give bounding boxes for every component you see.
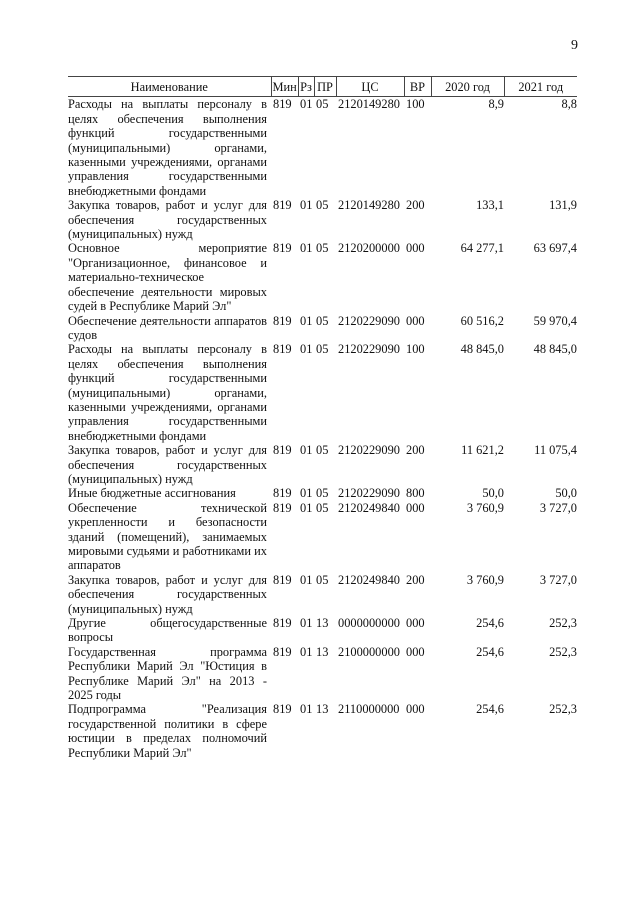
row-2021: 3 727,0 <box>539 500 577 515</box>
row-2021: 63 697,4 <box>533 241 577 256</box>
row-vr: 000 <box>406 616 425 631</box>
row-min: 819 <box>273 198 292 213</box>
header-min: Мин <box>271 77 298 97</box>
row-2021: 48 845,0 <box>533 342 577 357</box>
table-row <box>68 645 577 703</box>
row-2021: 131,9 <box>549 198 577 213</box>
row-rz: 01 <box>300 616 313 631</box>
row-rz: 01 <box>300 443 313 458</box>
row-2020: 3 760,9 <box>466 500 504 515</box>
row-2021: 3 727,0 <box>539 572 577 587</box>
row-cs: 2120249840 <box>338 572 400 587</box>
row-2020: 254,6 <box>476 616 504 631</box>
row-vr: 800 <box>406 486 425 501</box>
header-2021: 2021 год <box>504 77 577 97</box>
row-rz: 01 <box>300 97 313 112</box>
row-2021: 252,3 <box>549 644 577 659</box>
row-pr: 05 <box>316 198 329 213</box>
row-rz: 01 <box>300 486 313 501</box>
table-row <box>68 702 577 760</box>
row-min: 819 <box>273 313 292 328</box>
row-pr: 05 <box>316 241 329 256</box>
row-2021: 252,3 <box>549 702 577 717</box>
row-vr: 100 <box>406 342 425 357</box>
row-min: 819 <box>273 500 292 515</box>
row-2021: 252,3 <box>549 616 577 631</box>
row-cs: 2110000000 <box>338 702 400 717</box>
row-rz: 01 <box>300 572 313 587</box>
row-pr: 05 <box>316 342 329 357</box>
row-name: Основное мероприятие "Организационное, финансовое и материально-техническое обеспечение деятельности мировых судей в Республике Марий Эл" <box>68 241 267 314</box>
row-pr: 13 <box>316 616 329 631</box>
row-rz: 01 <box>300 198 313 213</box>
row-name: Подпрограмма "Реализация государственной политики в сфере юстиции в пределах полномочий Республики Марий Эл" <box>68 702 267 760</box>
row-min: 819 <box>273 644 292 659</box>
row-cs: 0000000000 <box>338 616 400 631</box>
row-vr: 000 <box>406 313 425 328</box>
row-2020: 254,6 <box>476 702 504 717</box>
header-name: Наименование <box>68 77 271 97</box>
row-cs: 2120229090 <box>338 313 400 328</box>
table-row <box>68 486 577 500</box>
table-row <box>68 241 577 313</box>
row-name: Закупка товаров, работ и услуг для обеспечения государственных (муниципальных) нужд <box>68 198 267 242</box>
row-cs: 2120249840 <box>338 500 400 515</box>
row-min: 819 <box>273 572 292 587</box>
row-2020: 64 277,1 <box>460 241 504 256</box>
row-name: Иные бюджетные ассигнования <box>68 486 236 501</box>
row-rz: 01 <box>300 500 313 515</box>
row-name: Расходы на выплаты персоналу в целях обеспечения выполнения функций государственными (муниципальными) органами, казенными учреждениями, органами управления государственными внебюджетными фондами <box>68 342 267 443</box>
row-cs: 2100000000 <box>338 644 400 659</box>
row-min: 819 <box>273 241 292 256</box>
row-name: Расходы на выплаты персоналу в целях обеспечения выполнения функций государственными (муниципальными) органами, казенными учреждениями, органами управления государственными внебюджетными фондами <box>68 97 267 198</box>
table-row <box>68 97 577 198</box>
row-rz: 01 <box>300 342 313 357</box>
header-cs: ЦС <box>336 77 404 97</box>
row-vr: 100 <box>406 97 425 112</box>
row-pr: 05 <box>316 97 329 112</box>
budget-table <box>68 76 577 760</box>
row-2020: 48 845,0 <box>460 342 504 357</box>
table-row <box>68 501 577 573</box>
row-2021: 11 075,4 <box>534 443 577 458</box>
row-rz: 01 <box>300 702 313 717</box>
row-pr: 05 <box>316 486 329 501</box>
page-number: 9 <box>571 38 578 53</box>
row-pr: 13 <box>316 702 329 717</box>
table-row <box>68 198 577 241</box>
row-vr: 000 <box>406 241 425 256</box>
row-2020: 254,6 <box>476 644 504 659</box>
row-name: Другие общегосударственные вопросы <box>68 616 267 645</box>
row-pr: 05 <box>316 313 329 328</box>
header-vr: ВР <box>404 77 431 97</box>
row-2021: 50,0 <box>555 486 577 501</box>
row-cs: 2120200000 <box>338 241 400 256</box>
table-row <box>68 342 577 443</box>
row-vr: 200 <box>406 198 425 213</box>
row-name: Закупка товаров, работ и услуг для обеспечения государственных (муниципальных) нужд <box>68 443 267 486</box>
row-pr: 05 <box>316 572 329 587</box>
row-pr: 05 <box>316 443 329 458</box>
row-pr: 05 <box>316 500 329 515</box>
row-cs: 2120229090 <box>338 342 400 357</box>
row-vr: 200 <box>406 443 425 458</box>
row-vr: 000 <box>406 702 425 717</box>
header-rz: Рз <box>298 77 314 97</box>
header-row <box>68 77 577 97</box>
table-row <box>68 314 577 343</box>
row-min: 819 <box>273 702 292 717</box>
row-cs: 2120149280 <box>338 198 400 213</box>
row-name: Государственная программа Республики Марий Эл "Юстиция в Республике Марий Эл" на 2013 - 2025 годы <box>68 644 267 703</box>
row-min: 819 <box>273 616 292 631</box>
row-rz: 01 <box>300 313 313 328</box>
row-2020: 3 760,9 <box>466 572 504 587</box>
row-2020: 8,9 <box>488 97 504 112</box>
row-2020: 133,1 <box>476 198 504 213</box>
row-cs: 2120149280 <box>338 97 400 112</box>
row-2020: 50,0 <box>482 486 504 501</box>
row-rz: 01 <box>300 644 313 659</box>
row-2021: 59 970,4 <box>533 313 577 328</box>
table-row <box>68 573 577 616</box>
table-row <box>68 616 577 645</box>
row-min: 819 <box>273 486 292 501</box>
row-vr: 200 <box>406 572 425 587</box>
row-cs: 2120229090 <box>338 443 400 458</box>
row-name: Обеспечение технической укрепленности и безопасности зданий (помещений), занимаемых мировыми судьями и работниками их аппаратов <box>68 500 267 573</box>
row-cs: 2120229090 <box>338 486 400 501</box>
header-pr: ПР <box>314 77 336 97</box>
row-name: Закупка товаров, работ и услуг для обеспечения государственных (муниципальных) нужд <box>68 572 267 616</box>
row-name: Обеспечение деятельности аппаратов судов <box>68 313 267 342</box>
table-row <box>68 443 577 486</box>
row-2020: 11 621,2 <box>461 443 504 458</box>
row-vr: 000 <box>406 644 425 659</box>
row-min: 819 <box>273 97 292 112</box>
row-min: 819 <box>273 443 292 458</box>
header-2020: 2020 год <box>431 77 504 97</box>
row-pr: 13 <box>316 644 329 659</box>
row-2020: 60 516,2 <box>460 313 504 328</box>
row-min: 819 <box>273 342 292 357</box>
row-rz: 01 <box>300 241 313 256</box>
row-2021: 8,8 <box>561 97 577 112</box>
row-vr: 000 <box>406 500 425 515</box>
